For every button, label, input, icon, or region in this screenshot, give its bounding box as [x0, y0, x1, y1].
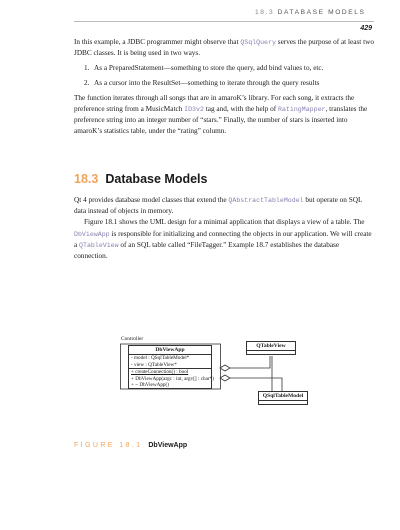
code-id3v2: ID3v2: [184, 106, 204, 114]
qsqltablemodel-class: [258, 391, 308, 405]
code-qabstracttablemodel: QAbstractTableModel: [228, 197, 304, 204]
figure-caption: [74, 442, 187, 449]
class-name: DbViewApp: [129, 346, 211, 355]
view-association-line: [230, 356, 270, 368]
aggregation-diamond: [220, 375, 230, 381]
list-item: 1. As a PreparedStatement—something to store the query, add bind values to, etc.: [84, 64, 324, 73]
intro-text: [74, 37, 374, 138]
aggregation-diamond: [220, 365, 230, 371]
class-name: QSqlTableModel: [259, 392, 307, 401]
figure-title: DbViewApp: [148, 442, 188, 449]
header-section-title: DATABASE MODELS: [277, 9, 366, 16]
section-paragraph: Figure 18.1 shows the UML design for a minimal application that displays a view of a table. The DbViewApp is responsible for initializing and connecting the objects in our application. We will create a QTableView of an SQL table called “FileTagger.” Example 18.7 establishes the database connection.: [74, 218, 372, 261]
code-dbviewapp: DbViewApp: [74, 230, 110, 238]
uml-diagram: [120, 336, 360, 420]
usage-list: [74, 63, 374, 88]
header-section-number: 18.3: [255, 9, 275, 16]
page-number: 429: [360, 25, 372, 32]
section-paragraph: Qt 4 provides database model classes that extend the QAbstractTableModel but operate on SQL data instead of objects in memory.: [74, 196, 363, 216]
section-heading: [74, 172, 207, 186]
code-qtableview: QTableView: [79, 241, 119, 249]
section-number: 18.3: [74, 172, 99, 186]
intro-paragraph: In this example, a JDBC programmer might observe that QSqlQuery serves the purpose of at least two JDBC classes. It is being used in two ways.: [74, 38, 374, 58]
figure-label: FIGURE 18.1: [74, 442, 143, 449]
class-operations: + createConnection() : bool + DbViewApp(argc : int, argv[] : char*) + ~ DbViewApp(): [131, 369, 214, 389]
list-item: 2. As a cursor into the ResultSet—something to iterate through the query results: [84, 78, 320, 87]
section-title: Database Models: [105, 172, 208, 186]
code-qsqlquery: QSqlQuery: [240, 39, 276, 46]
code-ratingmapper: RatingMapper: [278, 106, 326, 114]
class-attributes: - model : QSqlTableModel* - view : QTableView*: [129, 355, 211, 369]
dbviewapp-class: [128, 345, 212, 389]
class-name: QTableView: [247, 342, 295, 351]
songs-paragraph: The function iterates through all songs that are in amaroK’s library. For each song, it extracts the preference string from a MusicMatch ID3v2 tag and, with the help of RatingMapper, translates the preference string into an integer number of “stars.” Finally, the number of stars is inserted into amaroK’s statistics table, under the “rating” column.: [74, 93, 368, 136]
header-rule: [74, 21, 374, 22]
qtableview-class: [246, 341, 296, 355]
running-header: [255, 9, 366, 16]
section-text: [74, 195, 374, 262]
package-label: Controller: [121, 336, 144, 342]
